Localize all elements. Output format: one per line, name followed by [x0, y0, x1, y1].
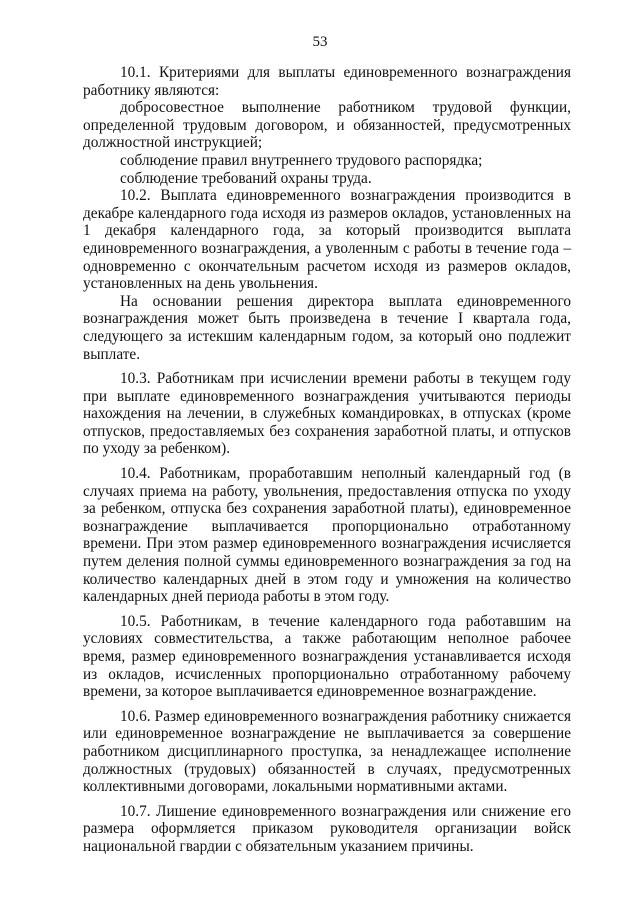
paragraph-criterion-duties: добросовестное выполнение работником трудовой функции, определенной трудовым договором, и обязанностей, предусмотренных должностной инструкцией; [83, 99, 571, 152]
paragraph-10-4: 10.4. Работникам, проработавшим неполный календарный год (в случаях приема на работу, увольнения, предоставления отпуска по уходу за ребенком, отпуска без сохранения заработной платы), единовременное вознаграждение выплачивается пропорционально отработанному времени. При этом размер единовременного вознаграждения исчисляется путем деления полной суммы единовременного вознаграждения за год на количество календарных дней в этом году и умножения на количество календарных дней периода работы в этом году. [83, 465, 571, 606]
document-body [83, 64, 571, 856]
paragraph-10-5: 10.5. Работникам, в течение календарного года работавшим на условиях совместительства, а также работающим неполное рабочее время, размер единовременного вознаграждения устанавливается исходя из окладов, исчисленных пропорционально отработанному рабочему времени, за которое выплачивается единовременное вознаграждение. [83, 612, 571, 701]
paragraph-10-6: 10.6. Размер единовременного вознаграждения работнику снижается или единовременное вознаграждение не выплачивается за совершение работником дисциплинарного проступка, за ненадлежащее исполнение должностных (трудовых) обязанностей в случаях, предусмотренных коллективными договорами, локальными нормативными актами. [83, 707, 571, 796]
paragraph-10-7: 10.7. Лишение единовременного вознаграждения или снижение его размера оформляется приказом руководителя организации войск национальной гвардии с обязательным указанием причины. [83, 802, 571, 855]
paragraph-director-decision: На основании решения директора выплата единовременного вознаграждения может быть произведена в течение I квартала года, следующего за истекшим календарным годом, за который оно подлежит выплате. [83, 292, 571, 363]
paragraph-criterion-labor-safety: соблюдение требований охраны труда. [120, 169, 372, 187]
paragraph-10-2: 10.2. Выплата единовременного вознаграждения производится в декабре календарного года исходя из размеров окладов, установленных на 1 декабря календарного года, за который производится выплата единовременного вознаграждения, а уволенным с работы в течение года – одновременно с окончательным расчетом исходя из размеров окладов, установленных на день увольнения. [83, 187, 571, 293]
paragraph-10-3: 10.3. Работникам при исчислении времени работы в текущем году при выплате единовременного вознаграждения учитываются периоды нахождения на лечении, в служебных командировках, в отпусках (кроме отпусков, предоставляемых без сохранения заработной платы, и отпусков по уходу за ребенком). [83, 370, 571, 458]
page-number: 53 [312, 34, 328, 50]
paragraph-10-1: 10.1. Критериями для выплаты единовременного вознаграждения работнику являются: [83, 64, 571, 99]
paragraph-criterion-internal-rules: соблюдение правил внутреннего трудового распорядка; [120, 151, 483, 169]
